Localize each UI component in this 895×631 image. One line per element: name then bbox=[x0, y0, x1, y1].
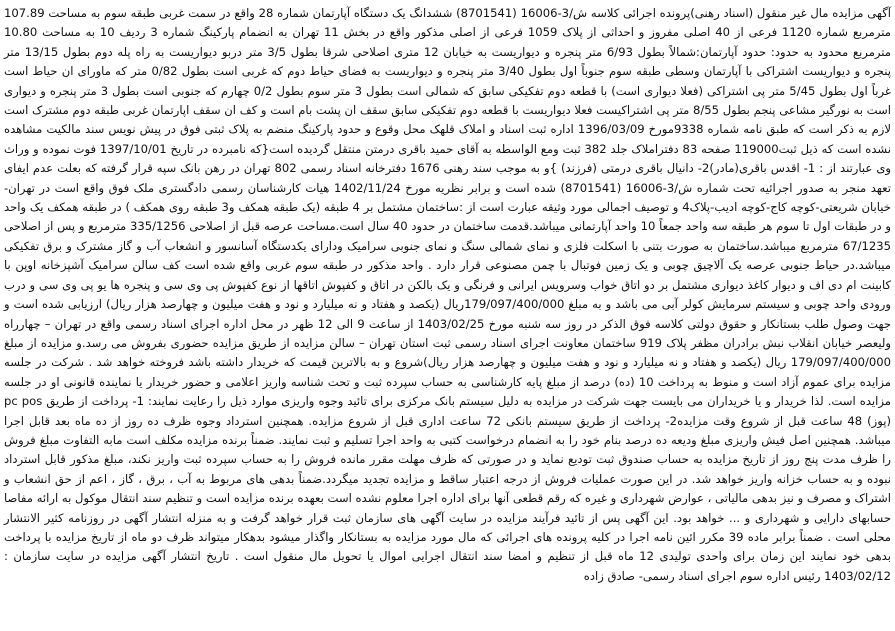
auction-notice-text: آگهی مزایده مال غیر منقول (اسناد رهنی)پرونده اجرائی کلاسه ش/3-16006 (8701541) ششدانگ یک دستگاه آپارتمان شماره 28 واقع در سمت غربی طبقه سوم به مساحت 107.89 مترمربع شماره 1120 فرعی از 40 اصلی مفروز و احداثی از پلاک 1059 فرعی از اصلی مذکور واقع در بخش 11 تهران به انضمام پارکینگ شماره 3 ردیف 10 به مساحت 10.80 مترمربع محدود به حدود: حدود آپارتمان:شمالاً بطول 6/93 متر پنجره و دیواریست به خیابان 12 متری اصلاحی شرقا بطول 3/5 متر دربو دیواریست به راه پله دوم بطول 13/15 متر پنجره و دیواریست اشتراکی با آپارتمان وسطی طبقه سوم جنوباً اول بطول 3/40 متر پنجره و دیواریست به فضای حیاط دوم که غربی است بطول 0/82 متر که ماورای ان حیاط است غرباً اول بطول 5/45 متر پی اشتراکی (فعلا دیواری است) با قطعه دوم تفکیکی سابق که شمالی است بطول 3 متر سوم بطول 0/2 چهارم که جنوبی است بطول 3 متر پنجره و دیواری است به نورگیر مشاعی پنجم بطول 8/55 متر پی اشتراکیست فعلا دیواریست با قطعه دوم تفکیکی سابق سقف ان پشت بام است و کف ان سقف اپارتمان غربی طبقه دوم مشترک است لازم به ذکر است که طبق نامه شماره 9338مورخ 1396/03/09 اداره ثبت اسناد و املاک قلهک محل وقوع و حدود پارکینگ منضم به پلاک ثبتی فوق در پیش نویس سند مالکیت مشاهده نشده است که ذیل ثبت119000 صفحه 83 دفتراملاک جلد 382 ثبت ومع الواسطه به آقای حمید باقری درمتن منتقل گردیده است{که نامبرده در تاریخ 1397/10/01 فوت نموده و وراث وی عبارتند از : 1- اقدس باقری(مادر)2- دانیال باقری درمتی (فرزند) }و به موجب سند رهنی 1676 دفترخانه اسناد رسمی 802 تهران در رهن بانک سپه قرار گرفته که بعلت عدم ایفای تعهد منجر به صدور اجرائیه تحت شماره ش/3-16006 (8701541) شده است و برابر نظریه مورخ 1402/11/24 هیات کارشناسان رسمی دادگستری ملک فوق واقع است در تهران- خیابان شریعتی-کوچه کاج-کوچه ادیب-پلاک4 و توصیف اجمالی مورد وثیقه عبارت است از :ساختمان مشتمل بر 4 طبقه (یک طبقه همکف و3 طبقه روی همکف ) در طبقه همکف یک واحد و در طبقات اول تا سوم هر طبقه سه واحد جمعاً 10 واحد آپارتمانی میباشد.قدمت ساختمان در حدود 40 سال است.مساحت عرصه قبل از اصلاحی 335/1256 مترمربع و پس از اصلاحی 67/1235 مترمربع میباشد.ساختمان به صورت بتنی با اسکلت فلزی و نمای شمالی سنگ و نمای جنوبی سرامیک ودارای یکدستگاه آسانسور و انشعاب آب و گاز مشترک و برق تفکیکی میباشد.در حیاط جنوبی عرصه یک آلاچیق چوبی و یک زمین فوتبال با چمن مصنوعی قرار دارد . واحد مذکور در طبقه سوم غربی واقع شده است کف سالن سرامیک آشپزخانه اوپن با کابینت ام دی اف و دیوار کاغذ دیواری مشتمل بر دو اتاق خواب وسرویس ایرانی و فرنگی و یک بالکن در اتاق و کفپوش اتاقها از نوع کفپوش پی وی سی و پنجره ها یو پی وی سی و درب ورودی واحد چوبی و سیستم سرمایش کولر آبی می باشد و به مبلغ 179/097/400/000ریال (یکصد و هفتاد و نه میلیارد و نود و هفت میلیون و چهارصد هزار ریال) ارزیابی شده است و جهت وصول طلب بستانکار و حقوق دولتی کلاسه فوق الذکر در روز سه شنبه مورخ 1403/02/25 از ساعت 9 الی 12 ظهر در محل اداره اجرای اسناد رسمی واقع در تهران – چهارراه ولیعصر خیابان انقلاب نبش برادران مظفر پلاک 919 ساختمان معاونت اجرای اسناد رسمی ثبت استان تهران – سالن مزایده از طریق مزایده حضوری بفروش می رسد.و مزایده از مبلغ 179/097/400/000 ریال (یکصد و هفتاد و نه میلیارد و نود و هفت میلیون و چهارصد هزار ریال)شروع و به بالاترین قیمت که خریدار داشته باشد فروخته خواهد شد . شرکت در جلسه مزایده برای عموم آزاد است و منوط به پرداخت 10 (ده) درصد از مبلغ پایه کارشناسی به حساب سپرده ثبت و تحت شناسه واریز اعلامی و حضور خریدار یا نماینده قانونی او در جلسه مزایده است. لذا خریدار و یا خریداران می بایست جهت شرکت در مزایده به دلیل سیستم بانک مرکزی برای تائید وجوه واریزی موارد ذیل را رعایت نمایند: 1- پرداخت از طریق pc pos (پوز) 48 ساعت قبل از شروع وقت مزایده2- پرداخت از طریق سیستم بانکی 72 ساعت اداری قبل از شروع مزایده. همچنین استرداد وجوه ظرف ده روز از ده ماه بعد قابل اجرا میباشد. همچنین اصل فیش واریزی مبلغ ودیعه ده درصد بنام خود را به انضمام درخواست کتبی به واحد اجرا تسلیم و ثبت نمایند. ضمناً برنده مزایده مکلف است مابه التفاوت مبلغ فروش را ظرف مدت پنج روز از تاریخ مزایده به حساب صندوق ثبت تودیع نماید و در صورتی که ظرف مهلت مقرر مانده فروش را به حساب سپرده ثبت واریز نکند، مبلغ مذکور قابل استرداد نبوده و به حساب خزانه واریز خواهد شد. در این صورت عملیات فروش از درجه اعتبار ساقط و مزایده تجدید میگردد.ضمناً بدهی های مربوط به آب ، برق ، گاز ، اعم از حق انشعاب و اشتراک و مصرف و نیز بدهی مالیاتی ، عوارض شهرداری و غیره که رقم قطعی آنها برای اداره اجرا معلوم نشده است بعهده برنده مزایده است و تنظیم سند انتقال موکول به ارائه مفاصا حسابهای دارایی و شهرداری و ... خواهد بود. این آگهی پس از تائید فرآیند مزایده در سایت آگهی های سازمان ثبت قرار خواهد گرفت و به منزله انتشار آگهی در روزنامه کثیر الانتشار محلی است . ضمناً برابر ماده 39 مکرر ائین نامه اجرا در کلیه پرونده های اجرائی که مال مورد مزایده به بستانکار واگذار میشود بدهکار میتواند ظرف دو ماه از تاریخ مزایده با پرداخت بدهی خود نمایند این زمان برای واحدی تولیدی 12 ماه قبل از تنظیم و امضا سند انتقال اجرایی اموال یا تحویل مال منقول است . تاریخ انتشار آگهی مزایده در سایت سازمان : 1403/02/12 رئیس اداره سوم اجرای اسناد رسمی- صادق زاده bbox=[4, 6, 892, 583]
